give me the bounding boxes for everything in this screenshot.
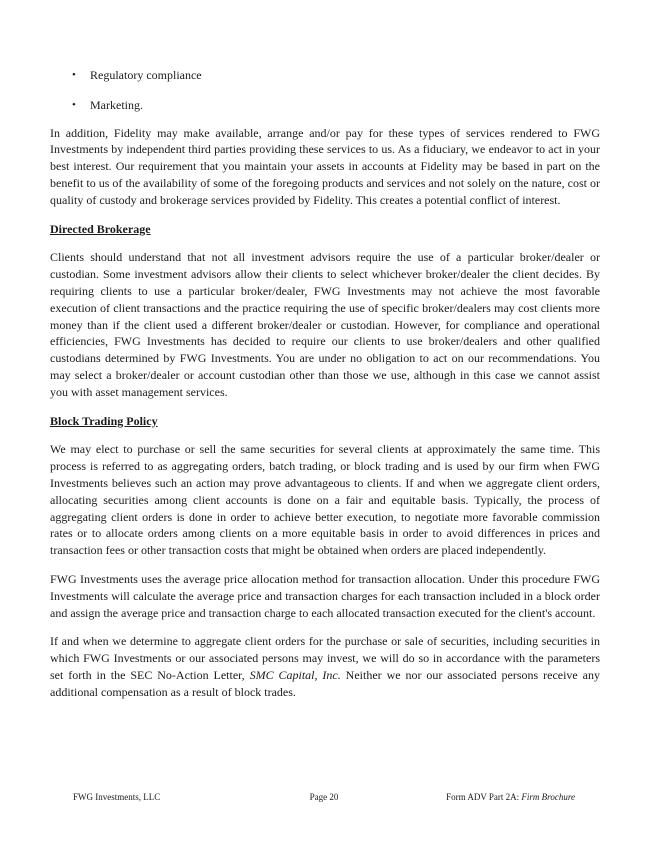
bullet-icon: • xyxy=(72,98,76,111)
footer-company-name: FWG Investments, LLC xyxy=(73,792,161,802)
bullet-icon: • xyxy=(72,69,76,81)
footer-doc-title-prefix: Form ADV Part 2A: xyxy=(446,792,522,802)
footer-document-title xyxy=(338,792,575,803)
paragraph-sec-no-action-letter xyxy=(50,633,600,700)
paragraph-block-trading-overview: We may elect to purchase or sell the same securities for several clients at approximately the same time. This process is referred to as aggregating orders, batch trading, or block trading and is used by our firm when FWG Investments believes such an action may prove advantageous to clients. If and when we aggregate client orders, allocating securities among client accounts is done on a fair and equitable basis. Typically, the process of aggregating client orders is done in order to achieve better execution, to negotiate more favorable commission rates or to allocate orders among clients on a more equitable basis in order to avoid differences in prices and transaction fees or other transaction costs that might be obtained when orders are placed independently. xyxy=(50,442,600,558)
bullet-list xyxy=(50,67,600,114)
paragraph-fidelity-services: In addition, Fidelity may make available, arrange and/or pay for these types of services rendered to FWG Investments by independent third parties providing these services to us. As a fiduciary, we endeavor to act in your best interest. Our requirement that you maintain your assets in accounts at Fidelity may be based in part on the benefit to us of the availability of some of the foregoing products and services and not solely on the nature, cost or quality of custody and brokerage services provided by Fidelity. This creates a potential conflict of interest. xyxy=(50,125,600,207)
footer-doc-title-italic: Firm Brochure xyxy=(521,792,575,802)
page-footer xyxy=(73,792,575,803)
paragraph-average-price-allocation: FWG Investments uses the average price allocation method for transaction allocation. Under this procedure FWG Investments will calculate the average price and transaction charges for each transaction included in a block order and assign the average price and transaction charge to each allocated transaction executed for the client's account. xyxy=(50,571,600,620)
citation-text-after: Neither we nor our associated persons receive any additional compensation as a result of block trades. xyxy=(50,667,600,699)
paragraph-directed-brokerage: Clients should understand that not all investment advisors require the use of a particular broker/dealer or custodian. Some investment advisors allow their clients to select whichever broker/dealer the client decides. By requiring clients to use a particular broker/dealer, FWG Investments may not achieve the most favorable execution of client transactions and the practice requiring the use of specific broker/dealers may cost clients more money than if the client used a different broker/dealer or custodian. However, for compliance and operational efficiencies, FWG Investments has decided to require our clients to use broker/dealers and other qualified custodians determined by FWG Investments. You are under no obligation to act on our recommendations. You may select a broker/dealer or account custodian other than those we use, although in this case we cannot assist you with asset management services. xyxy=(50,250,600,399)
heading-block-trading-policy: Block Trading Policy xyxy=(50,413,158,428)
citation-smc-capital: SMC Capital, Inc. xyxy=(249,667,341,682)
bullet-text-regulatory-compliance: Regulatory compliance xyxy=(90,68,202,82)
heading-directed-brokerage: Directed Brokerage xyxy=(50,221,151,236)
document-body xyxy=(50,67,600,713)
bullet-item xyxy=(50,97,600,114)
citation-text-before: If and when we determine to aggregate client orders for the purchase or sale of securities, including securities in which FWG Investments or our associated persons may invest, we will do so in accordance with the parameters set forth in the SEC No-Action Letter, xyxy=(50,634,600,682)
bullet-text-marketing: Marketing. xyxy=(90,97,143,112)
bullet-item xyxy=(50,67,600,84)
footer-page-number: Page 20 xyxy=(309,792,339,802)
